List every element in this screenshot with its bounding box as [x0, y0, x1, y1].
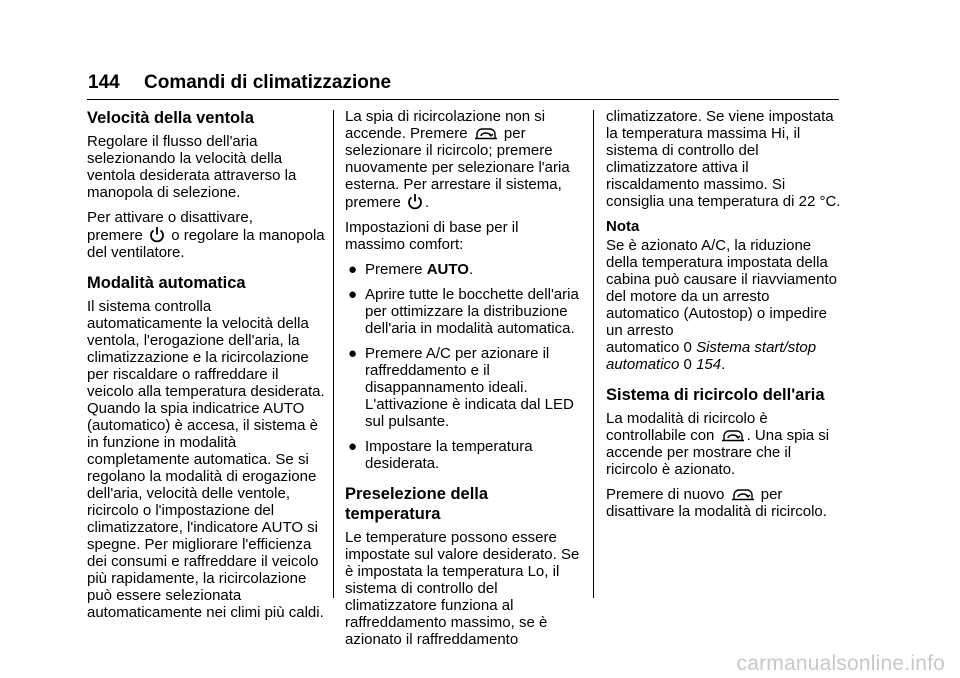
paragraph-note — [606, 237, 841, 373]
cross-reference-link-continued[interactable]: automatico — [606, 356, 680, 373]
text-fragment: Se è azionato A/C, la riduzione della temperatura impostata della cabina può causare il riavviamento del motore da un arresto automatico (Autostop) o impedire un arresto — [606, 237, 837, 339]
text-fragment: selezionare il ricircolo; premere nuovamente per selezionare l'aria esterna. Per arrestare il sistema, — [345, 142, 570, 193]
page-header — [88, 70, 838, 96]
recirculation-icon — [474, 127, 498, 141]
text-fragment: automatico — [606, 339, 680, 356]
paragraph-fan-speed: Regolare il flusso dell'aria selezionando la velocità della ventola desiderata attraverso la manopola di selezione. — [87, 133, 297, 201]
text-fragment: premere — [87, 227, 143, 244]
bullet-symbol: ● — [348, 261, 358, 278]
text-fragment: Premere — [365, 261, 423, 278]
heading-temperature-preset: Preselezione della temperatura — [345, 485, 489, 523]
paragraph-recirculation-system — [606, 410, 841, 478]
text-fragment: Premere A/C per azionare il raffreddamento e il disappannamento ideali. L'attivazione è indicata dal LED sul pulsante. — [365, 345, 574, 430]
heading-fan-speed: Velocità della ventola — [87, 109, 254, 127]
note-title: Nota — [606, 218, 640, 235]
power-icon — [407, 193, 423, 210]
watermark: carmanualsonline.info — [736, 652, 945, 675]
paragraph-recirculation-off — [606, 486, 841, 520]
power-icon — [149, 226, 165, 243]
column-1 — [87, 108, 327, 629]
text-fragment: Premere di nuovo — [606, 486, 725, 503]
text-fragment: . — [721, 356, 726, 373]
bullet-symbol: ● — [348, 438, 358, 455]
text-fragment: . Una spia si — [746, 427, 830, 444]
recirculation-icon — [721, 429, 745, 443]
text-fragment: per — [760, 486, 783, 503]
cross-reference-icon: 0 — [683, 356, 692, 373]
column-divider-1 — [333, 110, 334, 598]
text-fragment: o regolare la manopola — [171, 227, 325, 244]
heading-auto-mode: Modalità automatica — [87, 274, 246, 292]
column-2 — [345, 108, 582, 656]
paragraph-fan-toggle — [87, 209, 327, 261]
bullet-symbol: ● — [348, 345, 358, 362]
page-reference[interactable]: 154 — [696, 356, 722, 373]
paragraph-auto-mode: Il sistema controlla automaticamente la velocità della ventola, l'erogazione dell'aria, la climatizzazione e la ricircolazione per riscaldare o raffreddare il veicolo alla temperatura desiderata. Quando la spia indicatrice AUTO (automatico) è accesa, il sistema è in funzione in modalità completamente automatica. Se si regolano la modalità di erogazione dell'aria, velocità delle ventole, ricircolo o l'impostazione del climatizzatore, l'indicatore AUTO si spegne. Per migliorare l'efficienza dei consumi e raffreddare il veicolo più rapidamente, la ricircolazione può essere selezionata automaticamente nei climi più caldi. — [87, 298, 325, 621]
paragraph-basic-settings: Impostazioni di base per il massimo comfort: — [345, 219, 519, 253]
bullet-symbol: ● — [348, 286, 358, 303]
paragraph-temperature-hi: climatizzatore. Se viene impostata la temperatura massima Hi, il sistema di controllo del climatizzatore attiva il riscaldamento massimo. Si consiglia una temperatura di 22 °C. — [606, 108, 841, 210]
text-fragment: Aprire tutte le bocchette dell'aria per ottimizzare la distribuzione dell'aria in modalità automatica. — [365, 286, 579, 337]
text-fragment: controllabile con — [606, 427, 715, 444]
list-item — [345, 261, 582, 278]
auto-label: AUTO — [426, 261, 469, 278]
cross-reference-link[interactable]: Sistema start/stop — [696, 339, 817, 356]
text-fragment: per — [503, 125, 526, 142]
paragraph-temperature-preset: Le temperature possono essere impostate sul valore desiderato. Se è impostata la temperatura Lo, il sistema di controllo del climatizzatore funziona al raffreddamento massimo, se è azionato il raffreddamento — [345, 529, 580, 648]
page-title: Comandi di climatizzazione — [144, 72, 392, 93]
text-fragment: accende per mostrare che il ricircolo è azionato. — [606, 444, 792, 478]
header-rule — [87, 99, 839, 100]
text-fragment: La modalità di ricircolo è — [606, 410, 768, 427]
list-item — [345, 345, 582, 430]
text-fragment: . — [425, 194, 430, 211]
text-fragment: . — [468, 261, 474, 278]
text-fragment: premere — [345, 194, 401, 211]
paragraph-recirc-indicator — [345, 108, 582, 211]
text-fragment: Per attivare o disattivare, — [87, 209, 253, 226]
text-fragment: disattivare la modalità di ricircolo. — [606, 503, 827, 520]
text-fragment: accende. Premere — [345, 125, 468, 142]
text-fragment: Impostare la temperatura desiderata. — [365, 438, 533, 472]
text-fragment: La spia di ricircolazione non si — [345, 108, 546, 125]
list-item — [345, 438, 582, 472]
column-divider-2 — [593, 110, 594, 598]
cross-reference-icon: 0 — [683, 339, 692, 356]
heading-recirculation-system: Sistema di ricircolo dell'aria — [606, 386, 825, 404]
recirculation-icon — [731, 488, 755, 502]
text-fragment: del ventilatore. — [87, 244, 185, 261]
page-number: 144 — [88, 72, 120, 93]
list-item — [345, 286, 582, 337]
column-3 — [606, 108, 841, 528]
